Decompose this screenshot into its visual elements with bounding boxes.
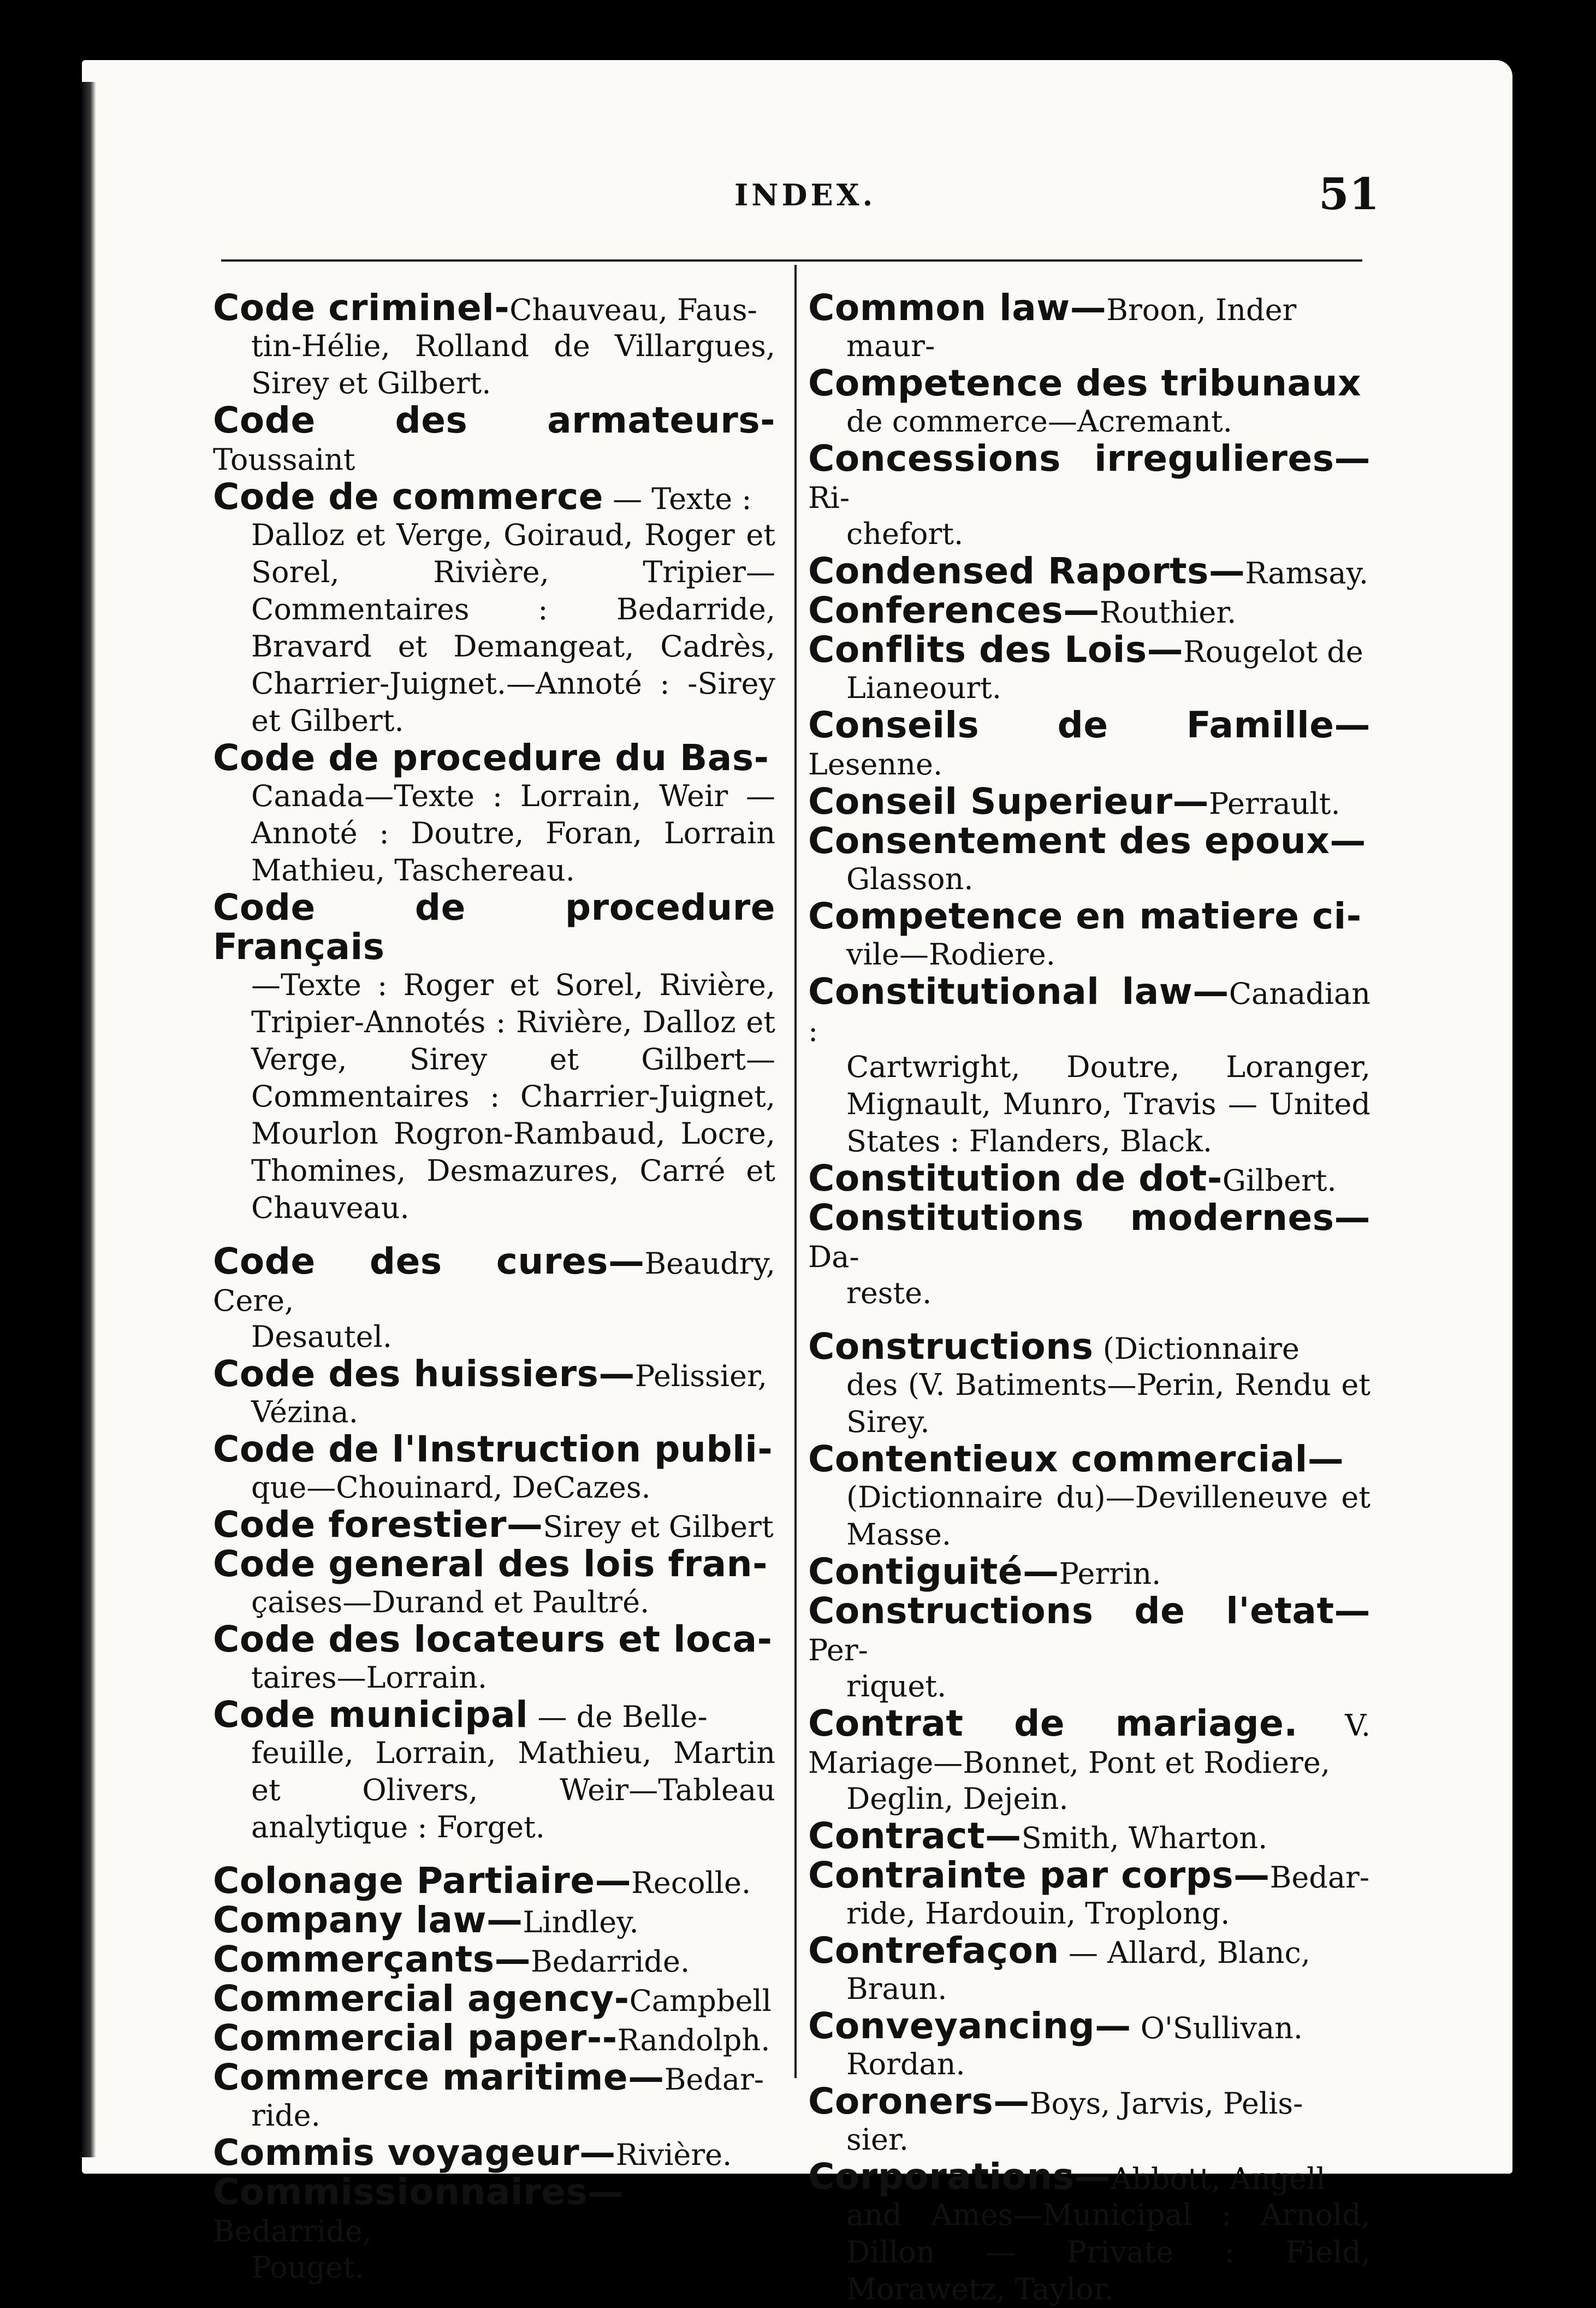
entry-continuation: Deglin, Dejein. xyxy=(846,1782,1069,1816)
entry-authors: Canadian : xyxy=(808,977,1370,1048)
entry-authors: Chauveau, Faus- xyxy=(509,293,757,327)
entry-heading: Conseil Superieur— xyxy=(808,780,1209,822)
index-entry xyxy=(213,289,775,402)
index-entry xyxy=(808,704,1370,783)
entry-heading: Conveyancing— xyxy=(808,2005,1131,2047)
entry-heading: Constitutional law— xyxy=(808,970,1229,1013)
entry-continuation: que—Chouinard, DeCazes. xyxy=(251,1470,651,1505)
entry-authors: Bedar- xyxy=(664,2062,764,2097)
index-entry xyxy=(808,1438,1370,1553)
index-entry xyxy=(808,589,1370,631)
index-entry xyxy=(213,1980,775,2020)
entry-authors: (Dictionnaire xyxy=(1093,1331,1300,1366)
index-entry xyxy=(808,895,1370,973)
index-entry xyxy=(808,970,1370,1160)
entry-continuation: taires—Lorrain. xyxy=(251,1660,488,1695)
book-page xyxy=(82,60,1512,2306)
entry-continuation: reste. xyxy=(846,1276,932,1310)
page-number: 51 xyxy=(1319,168,1380,220)
entry-authors: Randolph. xyxy=(617,2023,770,2057)
entry-heading: Contract— xyxy=(808,1815,1022,1857)
entry-heading: Code des locateurs et loca- xyxy=(213,1618,773,1660)
entry-authors: Lindley. xyxy=(523,1905,639,1939)
entry-authors: Beaudry, Cere, xyxy=(213,1246,775,1318)
entry-heading: Common law— xyxy=(808,287,1107,329)
index-entry xyxy=(213,1899,775,1941)
index-entry xyxy=(808,2005,1370,2083)
index-entry xyxy=(213,2171,775,2286)
entry-authors: — Allard, Blanc, xyxy=(1059,1936,1310,1970)
index-entry xyxy=(808,780,1370,822)
entry-continuation: des (V. Batiments—Perin, Rendu et Sirey. xyxy=(846,1368,1370,1439)
entry-heading: Constitutions modernes— xyxy=(808,1197,1370,1239)
index-entry xyxy=(213,2134,775,2174)
index-entry xyxy=(808,437,1370,553)
index-entry xyxy=(808,2080,1370,2158)
entry-continuation: de commerce—Acremant. xyxy=(846,404,1232,439)
index-column-left xyxy=(213,289,775,2286)
entry-continuation: riquet. xyxy=(846,1669,947,1703)
entry-authors: Perrault. xyxy=(1209,786,1340,821)
index-entry xyxy=(808,362,1370,440)
entry-authors: Broon, Inder xyxy=(1106,293,1297,327)
entry-heading: Code municipal xyxy=(213,1694,529,1736)
index-entry xyxy=(213,1353,775,1431)
index-entry xyxy=(808,1157,1370,1199)
index-entry xyxy=(808,1325,1370,1441)
entry-heading: Commerce maritime— xyxy=(213,2056,664,2098)
entry-continuation: Glasson. xyxy=(846,862,974,896)
index-entry xyxy=(213,739,775,889)
header-rule xyxy=(221,259,1362,262)
index-entry xyxy=(808,289,1370,365)
entry-continuation: and Ames—Municipal : Arnold, Dillon — Private : Field, Morawetz, Taylor. xyxy=(846,2198,1370,2306)
entry-continuation: chefort. xyxy=(846,517,964,551)
entry-authors: V. Mariage—Bonnet, Pont et Rodiere, xyxy=(808,1708,1370,1780)
entry-continuation: Vézina. xyxy=(251,1395,358,1429)
index-entry xyxy=(808,1815,1370,1857)
entry-heading: Constitution de dot- xyxy=(808,1157,1223,1199)
index-entry xyxy=(213,1696,775,1846)
entry-continuation: feuille, Lorrain, Mathieu, Martin et Olivers, Weir—Tableau analytique : Forget. xyxy=(251,1736,775,1844)
entry-heading: Code de procedure du Bas- xyxy=(213,737,769,779)
index-entry xyxy=(213,1506,775,1546)
entry-heading: Constructions xyxy=(808,1325,1094,1368)
entry-heading: Conflits des Lois— xyxy=(808,629,1184,671)
index-entry xyxy=(808,1854,1370,1932)
entry-heading: Contiguité— xyxy=(808,1550,1059,1593)
entry-heading: Corporations— xyxy=(808,2156,1111,2198)
entry-authors: — de Belle- xyxy=(528,1700,708,1734)
entry-heading: Commercial paper-- xyxy=(213,2017,618,2059)
entry-continuation: (Dictionnaire du)—Devilleneuve et Masse. xyxy=(846,1480,1370,1552)
entry-heading: Coroners— xyxy=(808,2080,1030,2122)
entry-continuation: Desautel. xyxy=(251,1319,393,1354)
entry-continuation: Cartwright, Doutre, Loranger, Mignault, Munro, Travis — United States : Flanders, Black. xyxy=(846,1050,1370,1158)
index-entry xyxy=(213,478,775,739)
index-entry xyxy=(213,1938,775,1980)
index-entry xyxy=(808,822,1370,898)
entry-heading: Contrainte par corps— xyxy=(808,1854,1270,1896)
entry-continuation: tin-Hélie, Rolland de Villargues, Sirey et Gilbert. xyxy=(251,329,775,400)
entry-heading: Condensed Raports— xyxy=(808,550,1245,592)
entry-continuation: ride. xyxy=(251,2098,321,2133)
index-entry xyxy=(808,1932,1370,2008)
entry-continuation: Dalloz et Verge, Goiraud, Roger et Sorel, Rivière, Tripier—Commentaires : Bedarride, Bravard et Demangeat, Cadrès, Charrier-Juignet.—Annoté : -Sirey et Gilbert. xyxy=(251,518,775,738)
entry-heading: Commissionnaires— xyxy=(213,2171,624,2213)
entry-authors: Ri- xyxy=(808,481,850,515)
entry-continuation: Lianeourt. xyxy=(846,671,1002,705)
entry-continuation: vile—Rodiere. xyxy=(846,937,1055,972)
index-entry xyxy=(808,631,1370,707)
entry-authors: Bedar- xyxy=(1269,1860,1370,1895)
entry-heading: Code de commerce xyxy=(213,476,603,518)
entry-authors: Bedarride. xyxy=(531,1944,690,1979)
entry-authors: Recolle. xyxy=(631,1866,751,1900)
index-entry xyxy=(808,2158,1370,2308)
running-head: INDEX. xyxy=(734,177,876,212)
index-entry xyxy=(808,550,1370,592)
entry-authors: Pelissier, xyxy=(634,1359,768,1393)
entry-authors: Da- xyxy=(808,1240,859,1274)
entry-authors: Smith, Wharton. xyxy=(1021,1821,1268,1855)
index-entry xyxy=(808,1702,1370,1818)
entry-heading: Commis voyageur— xyxy=(213,2132,616,2174)
entry-continuation: ride, Hardouin, Troplong. xyxy=(846,1896,1230,1931)
entry-continuation: Rordan. xyxy=(846,2047,965,2081)
index-entry xyxy=(213,399,775,478)
entry-heading: Company law— xyxy=(213,1899,523,1941)
column-divider xyxy=(794,265,797,2078)
entry-continuation: Canada—Texte : Lorrain, Weir —Annoté : Doutre, Foran, Lorrain Mathieu, Taschereau. xyxy=(251,779,775,887)
entry-heading: Consentement des epoux— xyxy=(808,820,1366,862)
index-entry xyxy=(808,1550,1370,1593)
entry-authors: Boys, Jarvis, Pelis- xyxy=(1029,2086,1303,2121)
entry-continuation: Braun. xyxy=(846,1972,947,2006)
index-column-right xyxy=(808,289,1370,2308)
entry-heading: Competence en matiere ci- xyxy=(808,895,1362,937)
index-entry xyxy=(808,1590,1370,1705)
entry-authors: — Texte : xyxy=(603,482,752,516)
entry-heading: Colonage Partiaire— xyxy=(213,1860,632,1902)
entry-heading: Contentieux commercial— xyxy=(808,1438,1344,1480)
entry-authors: Rivière. xyxy=(615,2138,732,2172)
entry-authors: Toussaint xyxy=(213,442,355,477)
index-entry xyxy=(213,2056,775,2134)
entry-heading: Contrat de mariage. xyxy=(808,1702,1298,1744)
entry-authors: Routhier. xyxy=(1099,595,1237,630)
entry-authors: Perrin. xyxy=(1059,1557,1161,1591)
entry-authors: Ramsay. xyxy=(1245,556,1369,590)
entry-heading: Code des armateurs- xyxy=(213,399,775,441)
entry-continuation: çaises—Durand et Paultré. xyxy=(251,1585,650,1619)
index-entry xyxy=(213,2017,775,2059)
entry-authors: Bedarride, xyxy=(213,2214,372,2248)
entry-authors: Sirey et Gilbert xyxy=(543,1510,774,1544)
entry-authors: Lesenne. xyxy=(808,747,943,782)
entry-authors: Campbell xyxy=(629,1984,772,2018)
entry-heading: Code criminel- xyxy=(213,287,510,329)
entry-heading: Code des cures— xyxy=(213,1240,645,1282)
entry-heading: Code general des lois fran- xyxy=(213,1543,768,1585)
index-entry xyxy=(213,1543,775,1621)
entry-heading: Code de l'Instruction publi- xyxy=(213,1428,773,1470)
entry-authors: Abbott, Angell xyxy=(1111,2162,1326,2196)
entry-heading: Commerçants— xyxy=(213,1938,531,1980)
entry-heading: Code des huissiers— xyxy=(213,1353,635,1395)
index-entry xyxy=(213,886,775,1227)
entry-heading: Conferences— xyxy=(808,589,1100,631)
index-entry xyxy=(213,1240,775,1356)
entry-heading: Commercial agency- xyxy=(213,1978,630,2020)
index-entry xyxy=(808,1199,1370,1312)
entry-heading: Code de procedure Français xyxy=(213,886,775,968)
index-entry xyxy=(213,1862,775,1902)
entry-heading: Competence des tribunaux xyxy=(808,362,1362,404)
entry-continuation: sier. xyxy=(846,2122,909,2157)
page-binding-edge xyxy=(82,82,96,2157)
entry-heading: Constructions de l'etat— xyxy=(808,1590,1370,1632)
entry-heading: Concessions irregulieres— xyxy=(808,437,1370,480)
entry-heading: Contrefaçon xyxy=(808,1930,1059,1972)
entry-heading: Code forestier— xyxy=(213,1504,543,1546)
index-entry xyxy=(213,1618,775,1696)
entry-heading: Conseils de Famille— xyxy=(808,704,1370,746)
entry-authors: Per- xyxy=(808,1633,868,1667)
entry-authors: Gilbert. xyxy=(1222,1163,1337,1198)
entry-authors: O'Sullivan. xyxy=(1131,2011,1303,2045)
entry-continuation: —Texte : Roger et Sorel, Rivière, Tripier-Annotés : Rivière, Dalloz et Verge, Sirey et Gilbert—Commentaires : Charrier-Juignet, Mourlon Rogron-Rambaud, Locre, Thomines, Desmazures, Carré et Chauveau. xyxy=(251,968,775,1225)
index-entry xyxy=(213,1428,775,1506)
entry-continuation: Pouget. xyxy=(251,2250,364,2285)
entry-authors: Rougelot de xyxy=(1183,635,1363,669)
entry-continuation: maur- xyxy=(846,329,935,363)
